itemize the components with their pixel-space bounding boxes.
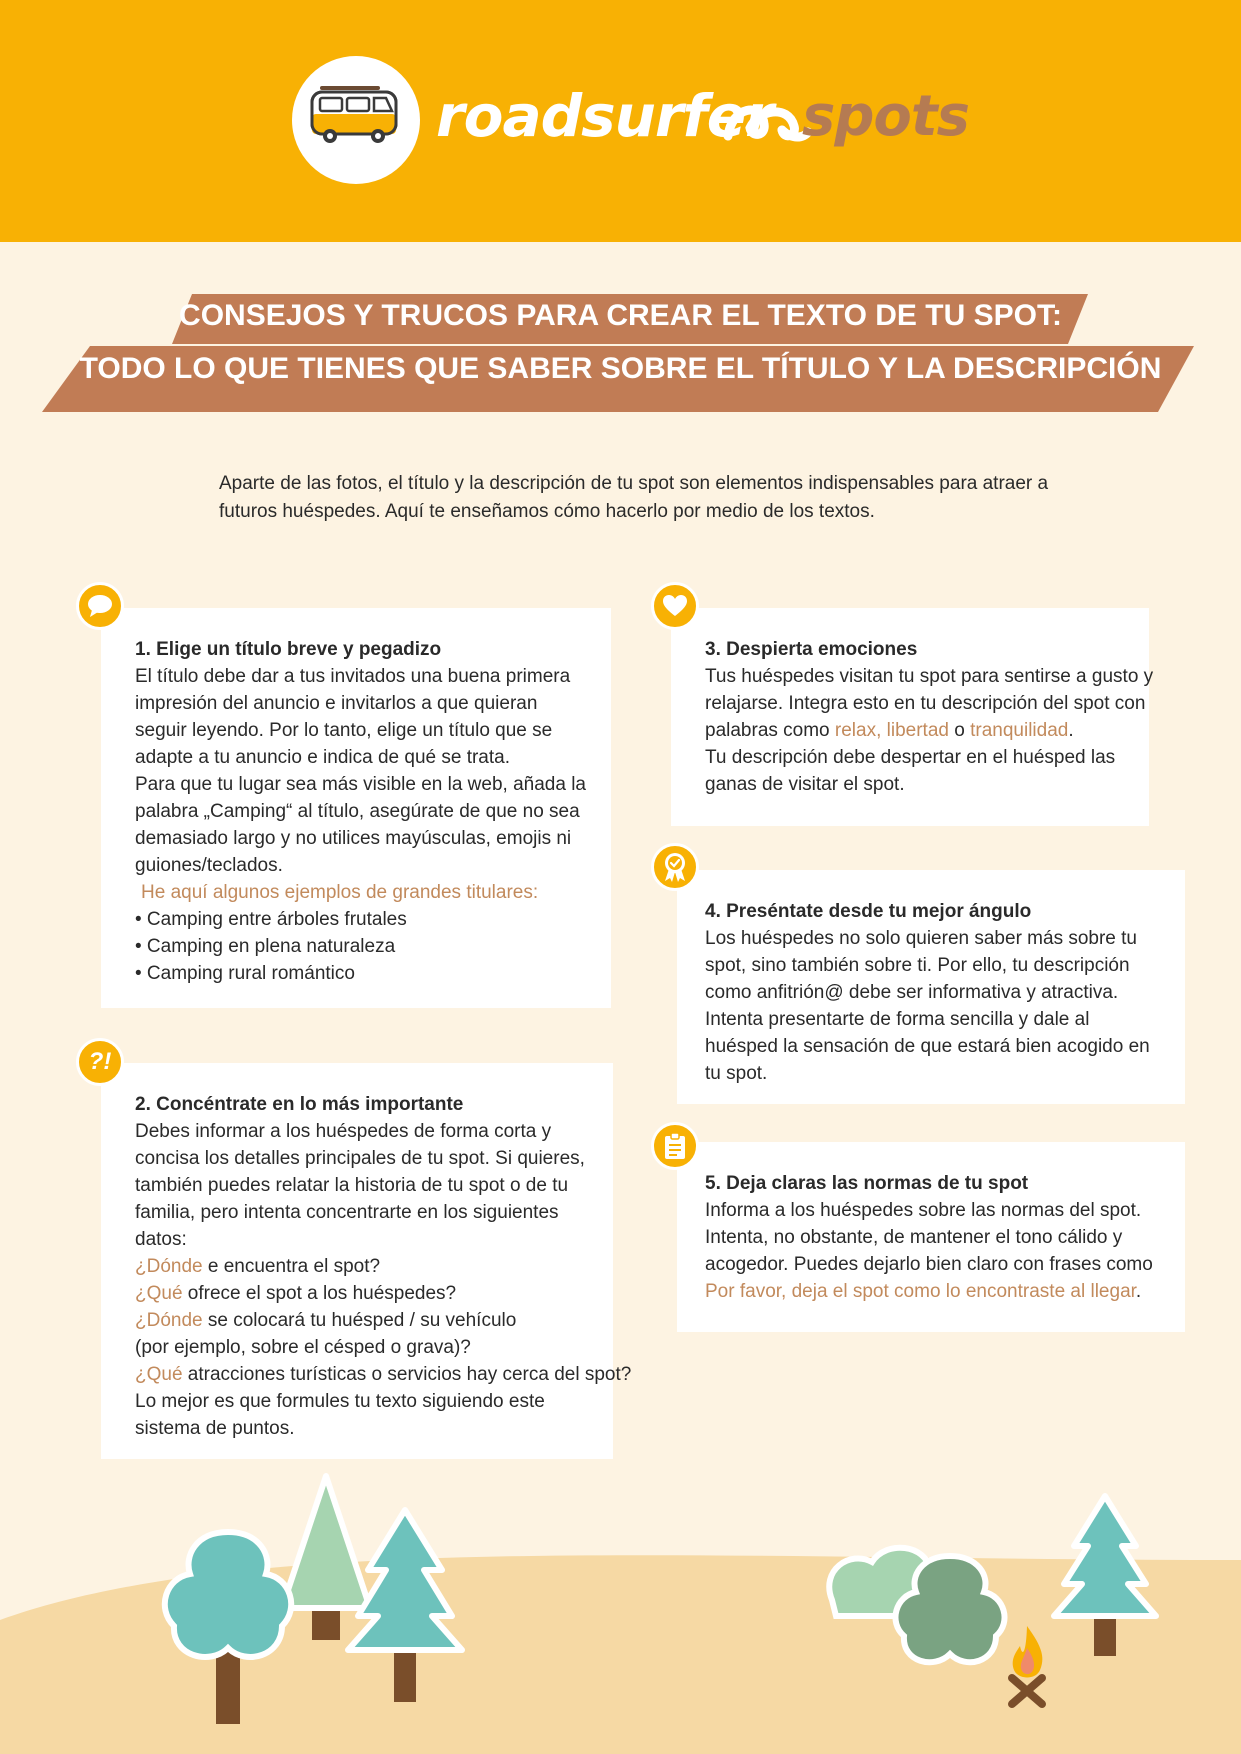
section-card-4: 4. Preséntate desde tu mejor ángulo Los huéspedes no solo quieren saber más sobre tu spot, sino también sobre ti. Por ello, tu descripción como anfitrión@ debe ser informativa y atractiva. Intenta presentarte de forma sencilla y dale al huésped la sensación de que estará bien acogido en tu spot. (677, 870, 1185, 1104)
brand-suffix: spots (802, 84, 969, 149)
section-title: 4. Preséntate desde tu mejor ángulo (705, 901, 1032, 922)
speech-bubble-icon (76, 582, 124, 630)
examples-heading: He aquí algunos ejemplos de grandes titulares: (141, 882, 539, 903)
question-item: ¿Dónde se colocará tu huésped / su vehículo (135, 1310, 517, 1331)
list-item: • Camping en plena naturaleza (135, 936, 396, 957)
section-card-5: 5. Deja claras las normas de tu spot Informa a los huéspedes sobre las normas del spot. Intenta, no obstante, de mantener el tono cálido y acogedor. Puedes dejarlo bien claro con frases como Por favor, deja el spot como lo encontraste al llegar. (677, 1142, 1185, 1332)
banner-title-line-1: CONSEJOS Y TRUCOS PARA CREAR EL TEXTO DE TU SPOT: (179, 299, 1062, 332)
landscape-illustration (0, 1440, 1241, 1754)
intro-paragraph: Aparte de las fotos, el título y la descripción de tu spot son elementos indispensables para atraer a futuros huéspedes. Aquí te enseñamos cómo hacerlo por medio de los textos. (219, 473, 1049, 522)
award-badge-icon (651, 843, 699, 891)
section-title: 3. Despierta emociones (705, 639, 918, 660)
banner-title-line-2: TODO LO QUE TIENES QUE SABER SOBRE EL TÍTULO Y LA DESCRIPCIÓN (79, 352, 1162, 385)
question-item: ¿Dónde e encuentra el spot? (135, 1256, 381, 1277)
section-title: 5. Deja claras las normas de tu spot (705, 1173, 1029, 1194)
list-item: • Camping rural romántico (135, 963, 355, 984)
heart-icon (651, 582, 699, 630)
section-card-2: 2. Concéntrate en lo más importante Debes informar a los huéspedes de forma corta y concisa los detalles principales de tu spot. Si quieres, también puedes relatar la historia de tu spot o de tu familia, pero intenta concentrarte en los siguientes datos: ¿Dónde e encuentra el spot? ¿Qué ofrece el spot a los huéspedes? ¿Dónde se colocará tu huésped / su vehículo (por ejemplo, sobre el césped o grava)? ¿Qué atracciones turísticas o servicios hay cerca del spot? Lo mejor es que formules tu texto siguiendo este sistema de puntos. (101, 1063, 613, 1459)
list-item: • Camping entre árboles frutales (135, 909, 407, 930)
clipboard-icon (651, 1122, 699, 1170)
section-card-3: 3. Despierta emociones Tus huéspedes visitan tu spot para sentirse a gusto y relajarse. Integra esto en tu descripción del spot con palabras como relax, libertad o tranquilidad. Tu descripción debe despertar en el huésped las ganas de visitar el spot. (671, 608, 1149, 826)
section-title: 2. Concéntrate en lo más importante (135, 1094, 464, 1115)
section-title: 1. Elige un título breve y pegadizo (135, 639, 442, 660)
question-item: ¿Qué ofrece el spot a los huéspedes? (135, 1283, 457, 1304)
interrobang-icon: ?! (76, 1038, 124, 1086)
question-item: ¿Qué atracciones turísticas o servicios hay cerca del spot? (135, 1364, 632, 1385)
section-card-1: 1. Elige un título breve y pegadizo El título debe dar a tus invitados una buena primera impresión del anuncio e invitarlos a que quieran seguir leyendo. Por lo tanto, elige un título que se adapte a tu anuncio e indica de qué se trata. Para que tu lugar sea más visible en la web, añada la palabra „Camping“ al título, asegúrate de que no sea demasiado largo y no utilices mayúsculas, emojis ni guiones/teclados. He aquí algunos ejemplos de grandes titulares: • Camping entre árboles frutales • Camping en plena naturaleza • Camping rural romántico (101, 608, 611, 1008)
brand-name: roadsurfer (436, 82, 773, 150)
